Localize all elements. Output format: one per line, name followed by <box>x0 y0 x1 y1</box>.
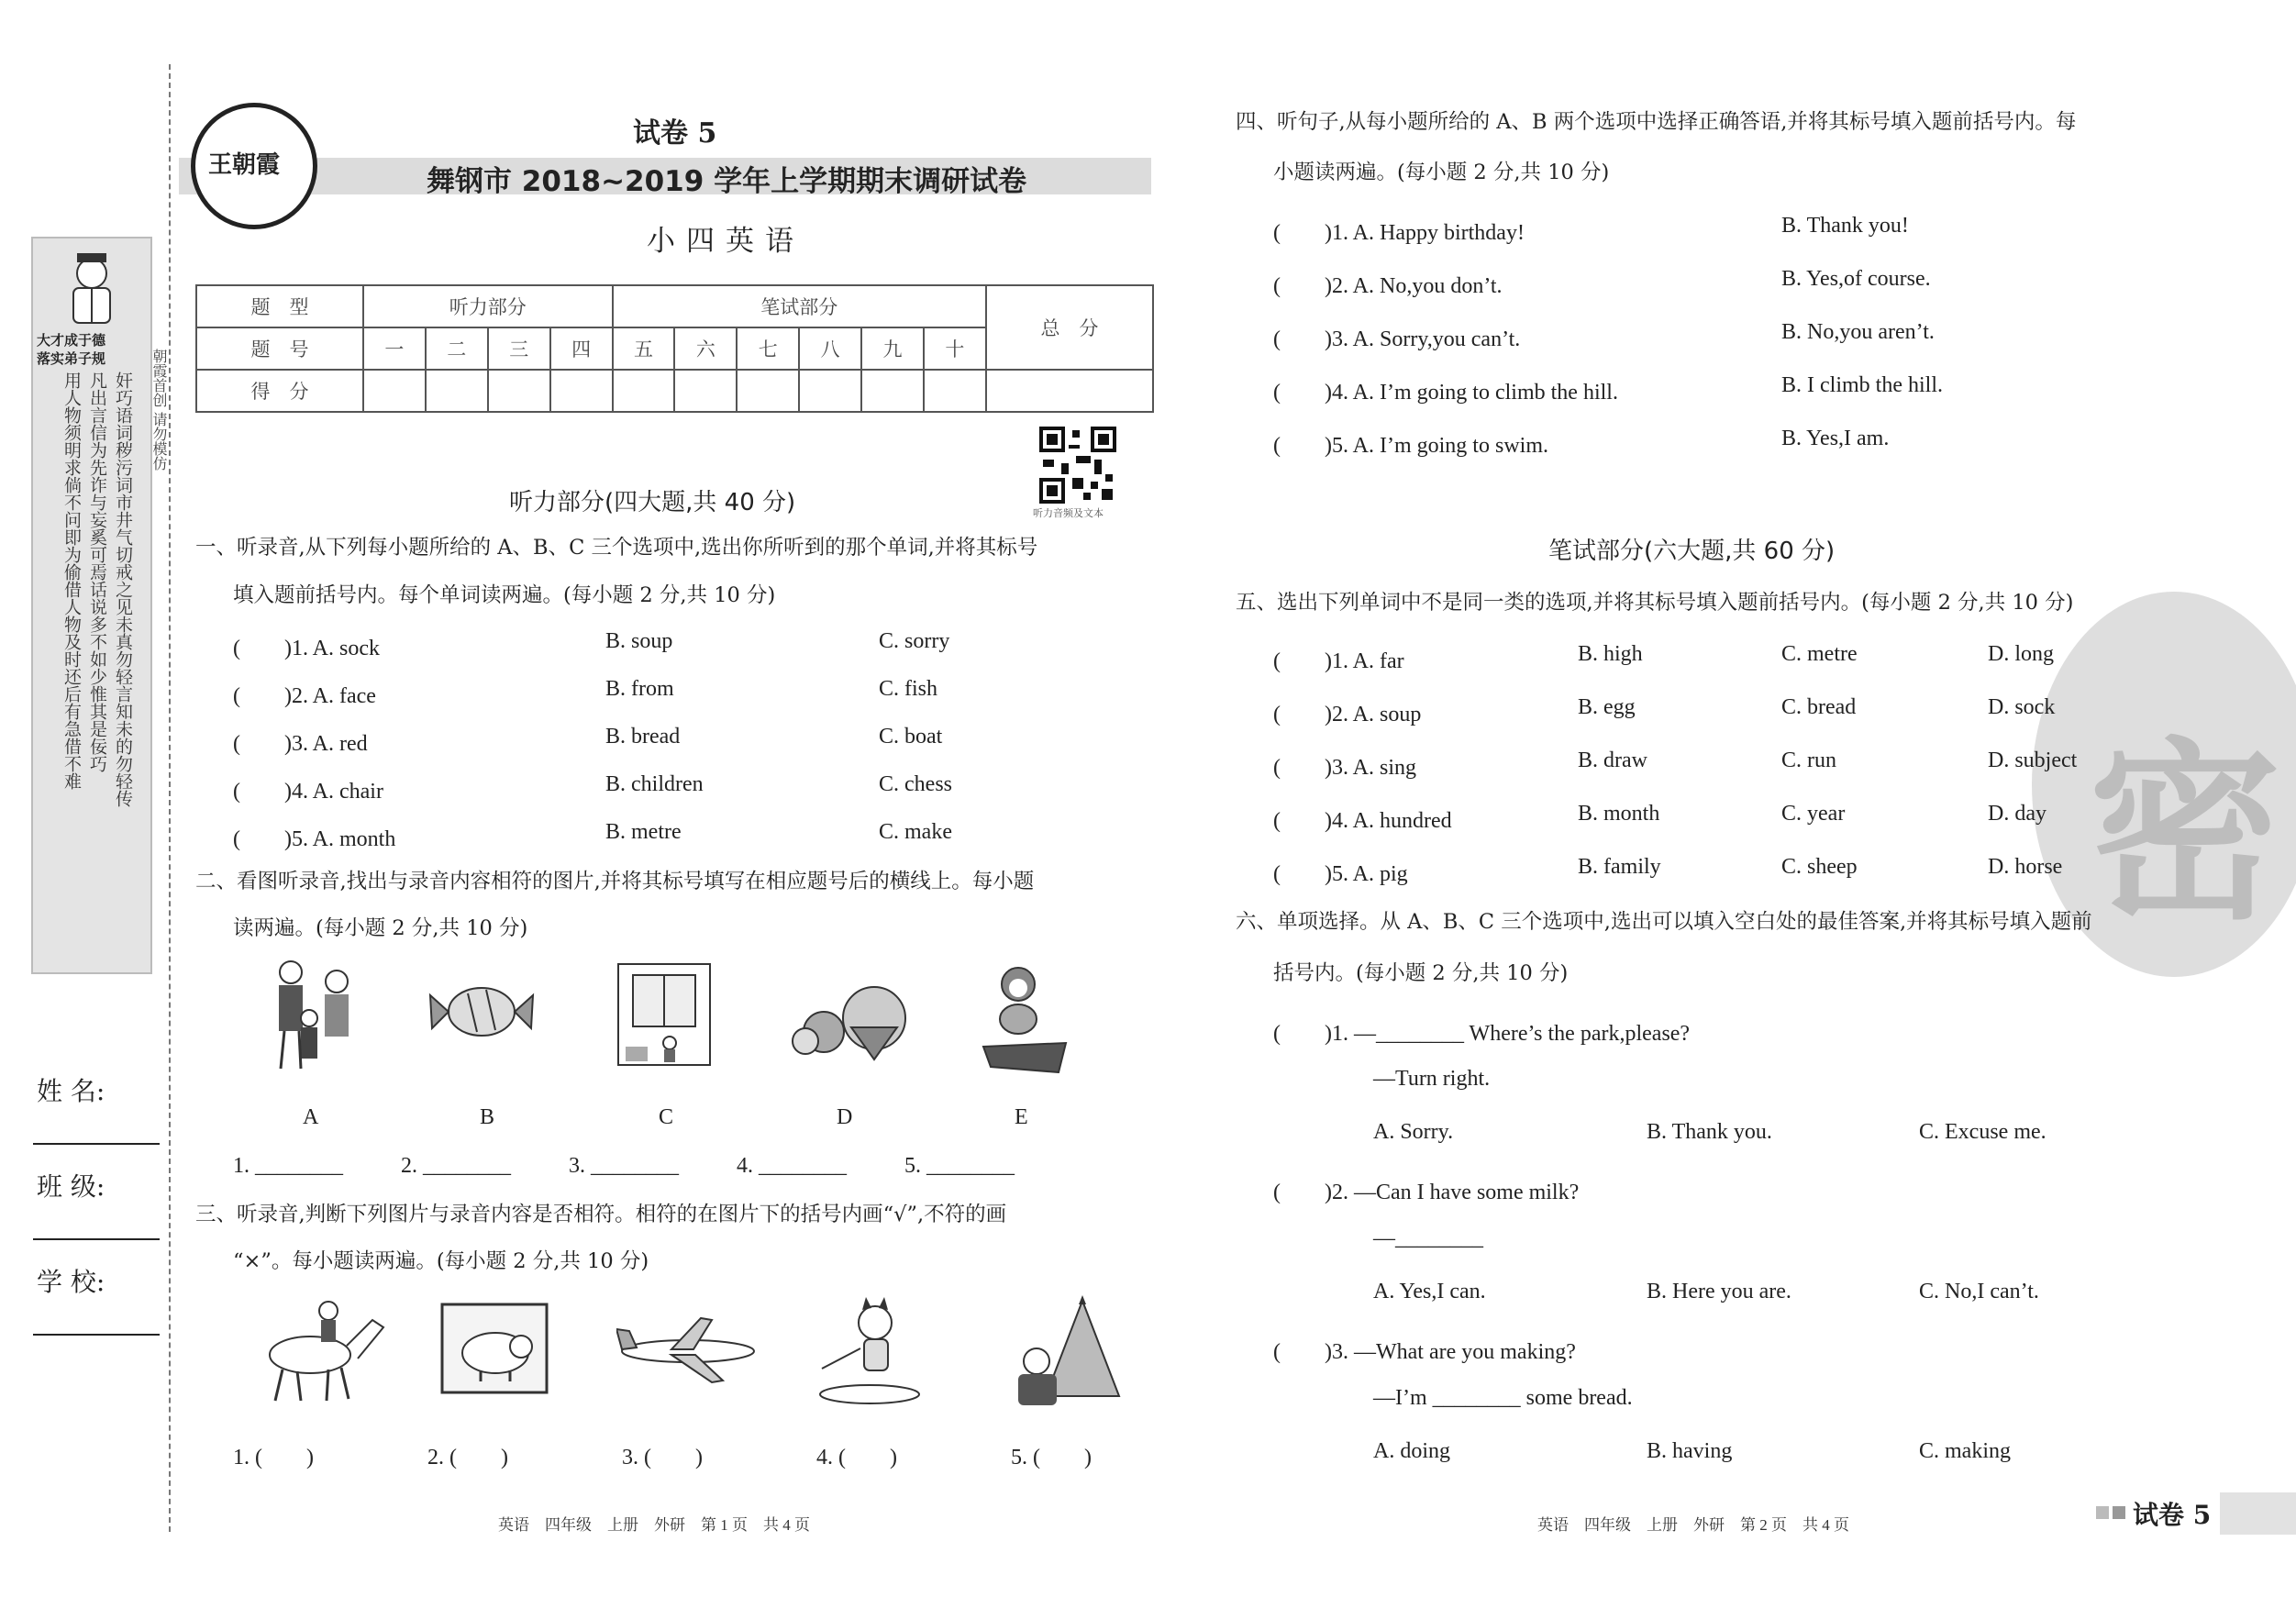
s5-q1-c: C. metre <box>1781 642 1858 666</box>
s4-q2-b: B. Yes,of course. <box>1781 267 1931 291</box>
s6-q2-c: C. No,I can’t. <box>1919 1280 2039 1303</box>
exam-number: 试卷 5 <box>633 117 717 150</box>
motto-column-3: 用人物须明求倘不问即为偷借人物及时还后有急借不难 <box>61 372 82 790</box>
scholar-figure-icon <box>59 246 125 330</box>
s6-q1-c: C. Excuse me. <box>1919 1120 2046 1144</box>
section1-instruction-line2: 填入题前括号内。每个单词读两遍。(每小题 2 分,共 10 分) <box>233 583 776 607</box>
s4-q2-a[interactable]: ( )2. A. No,you don’t. <box>1273 274 1503 298</box>
s4-q1-a[interactable]: ( )1. A. Happy birthday! <box>1273 221 1525 245</box>
exam-title: 舞钢市 2018~2019 学年上学期期末调研试卷 <box>427 165 1027 198</box>
motto-column-2: 凡出言信为先诈与妄奚可焉话说多不如少惟其是佞巧 <box>87 372 107 772</box>
s1-q3-b: B. bread <box>605 725 681 749</box>
section3-instruction-line2: “×”。每小题读两遍。(每小题 2 分,共 10 分) <box>233 1249 649 1273</box>
class-label: 班 级: <box>37 1171 105 1202</box>
s5-q1-b: B. high <box>1578 642 1643 666</box>
writing-part-label: 笔试部分 <box>613 285 986 327</box>
s3-paren-4[interactable]: 4. ( ) <box>816 1446 897 1469</box>
score-cell[interactable] <box>737 370 799 412</box>
picture-letter-a: A <box>303 1105 319 1129</box>
horse-rider-picture <box>237 1298 394 1406</box>
family-picture <box>259 954 367 1073</box>
question-number: 六 <box>674 327 737 370</box>
name-label: 姓 名: <box>37 1076 105 1106</box>
s6-q2-b: B. Here you are. <box>1647 1280 1791 1303</box>
s3-paren-5[interactable]: 5. ( ) <box>1011 1446 1092 1469</box>
s4-q1-b: B. Thank you! <box>1781 214 1909 238</box>
s5-q4-a[interactable]: ( )4. A. hundred <box>1273 809 1452 833</box>
s5-q5-b: B. family <box>1578 855 1661 879</box>
picture-letter-d: D <box>837 1105 853 1129</box>
total-label: 总 分 <box>986 285 1153 370</box>
airplane-picture <box>616 1316 763 1385</box>
page-footer-left: 英语 四年级 上册 外研 第 1 页 共 4 页 <box>498 1516 810 1534</box>
pig-picture <box>440 1303 549 1394</box>
s5-q1-a[interactable]: ( )1. A. far <box>1273 649 1404 673</box>
room-window-picture <box>613 959 715 1073</box>
s6-q3-a: A. doing <box>1373 1439 1450 1463</box>
score-cell[interactable] <box>488 370 550 412</box>
s6-q3-reply: —I’m ________ some bread. <box>1373 1386 1633 1410</box>
s1-q3-c: C. boat <box>879 725 943 749</box>
school-field[interactable] <box>33 1334 160 1336</box>
subject-title: 小四英语 <box>647 225 804 258</box>
s6-q1-b: B. Thank you. <box>1647 1120 1772 1144</box>
total-score-cell[interactable] <box>986 370 1153 412</box>
motto-column-1: 奸巧语词秽污词市井气切戒之见未真勿轻言知未的勿轻传 <box>113 372 133 807</box>
s1-q4-b: B. children <box>605 772 704 796</box>
stamp-text: 密 <box>2089 719 2282 946</box>
question-number: 十 <box>924 327 986 370</box>
question-number: 八 <box>799 327 861 370</box>
question-number: 一 <box>363 327 426 370</box>
s1-q4-c: C. chess <box>879 772 952 796</box>
question-number: 三 <box>488 327 550 370</box>
score-table <box>195 284 1154 413</box>
s3-paren-2[interactable]: 2. ( ) <box>427 1446 508 1469</box>
section4-instruction-line1: 四、听句子,从每小题所给的 A、B 两个选项中选择正确答语,并将其标号填入题前括号内。每 <box>1236 110 2077 134</box>
s6-q1-reply: —Turn right. <box>1373 1067 1491 1091</box>
s1-q5-c: C. make <box>879 820 952 844</box>
page-footer-right: 英语 四年级 上册 外研 第 2 页 共 4 页 <box>1537 1516 1849 1534</box>
section1-instruction-line1: 一、听录音,从下列每小题所给的 A、B、C 三个选项中,选出你所听到的那个单词,并将其标号 <box>195 536 1038 560</box>
question-number: 七 <box>737 327 799 370</box>
section2-instruction-line1: 二、看图听录音,找出与录音内容相符的图片,并将其标号填写在相应题号后的横线上。每小题 <box>195 870 1035 893</box>
section5-instruction: 五、选出下列单词中不是同一类的选项,并将其标号填入题前括号内。(每小题 2 分,共 10 分) <box>1236 591 2074 615</box>
s2-answer-blank-4[interactable]: 4. ________ <box>737 1154 847 1178</box>
s6-q2-question[interactable]: ( )2. —Can I have some milk? <box>1273 1181 1580 1204</box>
picture-letter-c: C <box>659 1105 674 1129</box>
motto-panel <box>31 237 152 974</box>
s2-answer-blank-1[interactable]: 1. ________ <box>233 1154 343 1178</box>
s5-q3-a[interactable]: ( )3. A. sing <box>1273 756 1416 780</box>
section2-instruction-line2: 读两遍。(每小题 2 分,共 10 分) <box>233 916 528 940</box>
s1-q5-a[interactable]: ( )5. A. month <box>233 827 396 851</box>
s1-q1-c: C. sorry <box>879 629 950 653</box>
qr-caption: 听力音频及文本 <box>1033 507 1104 519</box>
name-field[interactable] <box>33 1143 160 1145</box>
s3-paren-3[interactable]: 3. ( ) <box>622 1446 703 1469</box>
s1-q2-c: C. fish <box>879 677 938 701</box>
s6-q2-reply: —________ <box>1373 1226 1483 1250</box>
score-cell[interactable] <box>799 370 861 412</box>
s4-q5-a[interactable]: ( )5. A. I’m going to swim. <box>1273 434 1548 458</box>
score-type-label: 题 型 <box>196 285 363 327</box>
question-number: 四 <box>550 327 613 370</box>
s2-answer-blank-5[interactable]: 5. ________ <box>904 1154 1015 1178</box>
school-label: 学 校: <box>37 1267 105 1297</box>
qr-code-icon[interactable] <box>1039 427 1116 504</box>
s6-q3-c: C. making <box>1919 1439 2011 1463</box>
s5-q5-d: D. horse <box>1988 855 2063 879</box>
brand-logo <box>191 103 317 229</box>
question-number: 九 <box>861 327 924 370</box>
s1-q2-a[interactable]: ( )2. A. face <box>233 684 376 708</box>
s1-q4-a[interactable]: ( )4. A. chair <box>233 780 383 804</box>
score-cell[interactable] <box>363 370 426 412</box>
corner-bar <box>2220 1492 2296 1535</box>
s3-paren-1[interactable]: 1. ( ) <box>233 1446 314 1469</box>
score-cell[interactable] <box>613 370 675 412</box>
corner-square-icon <box>2113 1506 2125 1519</box>
binding-dash-line <box>169 64 171 1532</box>
s5-q4-b: B. month <box>1578 802 1660 826</box>
s5-q5-a[interactable]: ( )5. A. pig <box>1273 862 1408 886</box>
logo-text: 王朝霞 <box>208 151 281 179</box>
question-number: 二 <box>426 327 488 370</box>
s5-q3-b: B. draw <box>1578 749 1647 772</box>
fruit-picture <box>787 972 911 1064</box>
candy-picture <box>427 968 537 1055</box>
score-cell[interactable] <box>924 370 986 412</box>
s2-answer-blank-2[interactable]: 2. ________ <box>401 1154 511 1178</box>
written-header: 笔试部分(六大题,共 60 分) <box>1548 538 1836 565</box>
score-cell[interactable] <box>550 370 613 412</box>
s4-q5-b: B. Yes,I am. <box>1781 427 1890 450</box>
s5-q4-c: C. year <box>1781 802 1846 826</box>
section6-instruction-line1: 六、单项选择。从 A、B、C 三个选项中,选出可以填入空白处的最佳答案,并将其标号填入题前 <box>1236 910 2092 934</box>
s5-q2-c: C. bread <box>1781 695 1857 719</box>
s5-q3-d: D. subject <box>1988 749 2078 772</box>
s1-q1-a[interactable]: ( )1. A. sock <box>233 637 380 660</box>
s4-q3-b: B. No,you aren’t. <box>1781 320 1935 344</box>
listening-part-label: 听力部分 <box>363 285 613 327</box>
banner-line-2: 落实弟子规 <box>37 350 106 367</box>
section4-instruction-line2: 小题读两遍。(每小题 2 分,共 10 分) <box>1273 161 1610 184</box>
s1-q3-a[interactable]: ( )3. A. red <box>233 732 368 756</box>
s4-q4-b: B. I climb the hill. <box>1781 373 1943 397</box>
score-label: 得 分 <box>196 370 363 412</box>
s5-q2-d: D. sock <box>1988 695 2056 719</box>
s1-q5-b: B. metre <box>605 820 682 844</box>
s2-answer-blank-3[interactable]: 3. ________ <box>569 1154 679 1178</box>
s5-q3-c: C. run <box>1781 749 1836 772</box>
listening-header: 听力部分(四大题,共 40 分) <box>509 489 796 516</box>
section3-instruction-line1: 三、听录音,判断下列图片与录音内容是否相符。相符的在图片下的括号内画“√”,不符的画 <box>195 1203 1007 1226</box>
question-number-label: 题 号 <box>196 327 363 370</box>
monkey-picture <box>974 959 1073 1073</box>
s1-q1-b: B. soup <box>605 629 673 653</box>
christmas-tree-picture <box>1009 1295 1124 1410</box>
s6-q3-b: B. having <box>1647 1439 1733 1463</box>
score-cell[interactable] <box>861 370 924 412</box>
s5-q2-a[interactable]: ( )2. A. soup <box>1273 703 1422 726</box>
side-notice: 朝霞首创 请勿模仿 <box>150 349 168 471</box>
s5-q4-d: D. day <box>1988 802 2046 826</box>
picture-letter-e: E <box>1015 1105 1028 1129</box>
corner-exam-number: 试卷 5 <box>2133 1500 2212 1530</box>
s6-q2-a: A. Yes,I can. <box>1373 1280 1486 1303</box>
s4-q3-a[interactable]: ( )3. A. Sorry,you can’t. <box>1273 327 1521 351</box>
s5-q1-d: D. long <box>1988 642 2054 666</box>
question-number: 五 <box>613 327 675 370</box>
corner-square-icon <box>2096 1506 2109 1519</box>
section6-instruction-line2: 括号内。(每小题 2 分,共 10 分) <box>1273 961 1569 985</box>
class-field[interactable] <box>33 1238 160 1240</box>
s5-q2-b: B. egg <box>1578 695 1636 719</box>
s6-q1-question[interactable]: ( )1. —________ Where’s the park,please? <box>1273 1022 1691 1046</box>
banner-line-1: 大才成于德 <box>37 332 106 349</box>
s6-q3-question[interactable]: ( )3. —What are you making? <box>1273 1340 1576 1364</box>
picture-letter-b: B <box>480 1105 495 1129</box>
s1-q2-b: B. from <box>605 677 674 701</box>
s4-q4-a[interactable]: ( )4. A. I’m going to climb the hill. <box>1273 381 1618 405</box>
s5-q5-c: C. sheep <box>1781 855 1858 879</box>
cat-fishing-picture <box>815 1295 923 1407</box>
s6-q1-a: A. Sorry. <box>1373 1120 1454 1144</box>
score-cell[interactable] <box>674 370 737 412</box>
score-cell[interactable] <box>426 370 488 412</box>
